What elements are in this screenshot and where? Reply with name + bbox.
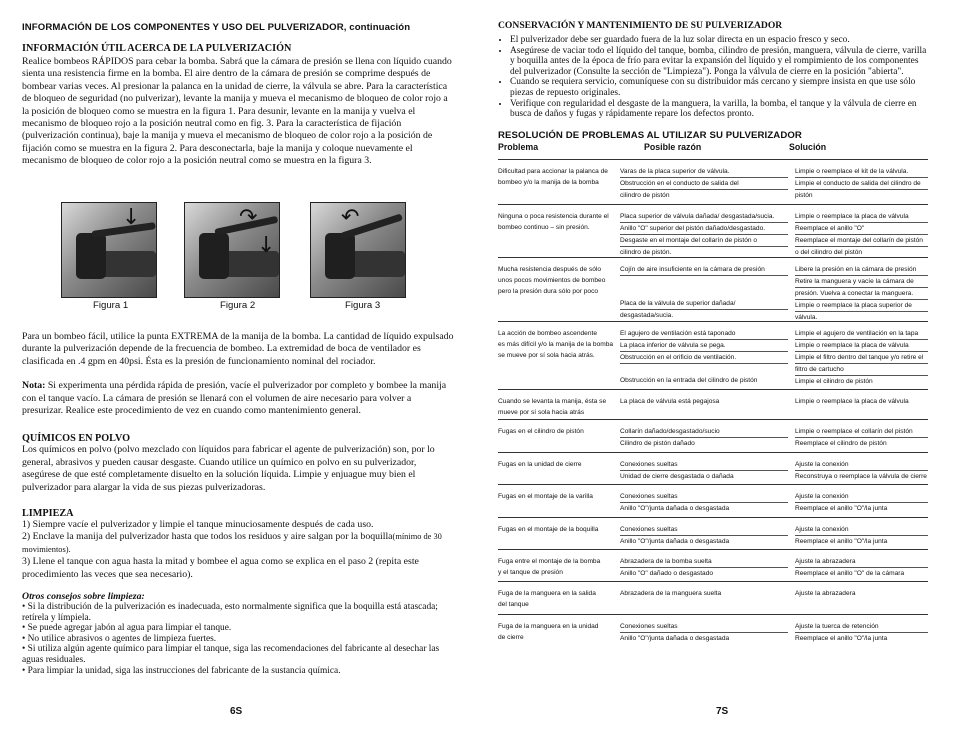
section-title-limpieza: LIMPIEZA [22,508,74,520]
conservacion-list [498,35,928,120]
problem-cell [498,211,614,233]
cell-line: Desgaste en el montaje del collarín de pistón o [620,235,788,247]
cell-line: Reemplace el montaje del collarín de pistón [795,235,928,247]
cause-cell [620,491,788,514]
solution-cell [795,524,928,547]
limpieza-step-3: 3) Llene el tanque con agua hasta la mitad y bombee el agua como se explica en el paso 2 (repita este procedimiento las veces que sea necesario). [22,556,419,580]
otros-consejos-title: Otros consejos sobre limpieza: [22,591,145,603]
table-row [498,484,928,516]
cell-line: Libere la presión en la cámara de presión [795,264,928,276]
cell-line: Limpie o reemplace el kit de la válvula. [795,166,928,178]
cell-line: Ajuste la conexión [795,524,928,536]
cell-line: o del cilindro del pistón [795,249,863,256]
cell-line: Fugas en la unidad de cierre [498,461,582,468]
cell-line: Limpie o reemplace la placa de válvula [795,398,909,405]
cell-line: Anillo "O" dañado o desgastado [620,570,714,577]
cell-line: Anillo "O" superior del pistón dañado/desgastado. [620,223,788,235]
figure-3-image: ↶ [310,202,406,298]
cell-line: Cuando se levanta la manija, ésta se [498,398,607,405]
cell-line: cilindro de pistón. [620,249,672,256]
cause-cell [620,166,788,201]
solution-cell [795,491,928,514]
cell-line: Reemplace el anillo "O" de la cámara [795,570,905,577]
problem-cell [498,328,614,361]
cause-cell [620,588,788,599]
cell-line: Reconstruya o reemplace la válvula de cierre [795,473,927,480]
cell-line: Unidad de cierre desgastada o dañada [620,473,734,480]
nota-text: Si experimenta una pérdida rápida de presión, vacíe el pulverizador por completo y bombee la manija con el tanque vacío. La cámara de presión se llenará con el volumen de aire necesario para volver a presurizar. Realice este procedimiento de vez en cuando como mantenimiento general. [22,380,447,417]
cell-line: filtro de cartucho [795,364,928,376]
limpieza-step-2-text: 2) Enclave la manija del pulverizador hasta que todos los residuos y aire salgan por la boquilla [22,531,393,543]
nota-paragraph [22,380,454,417]
page-number-right: 7S [716,706,729,717]
table-row [498,581,928,613]
nota-label: Nota: [22,380,46,392]
conservacion-item: • El pulverizador debe ser guardado fuera de la luz solar directa en un espacio fresco y seco. [510,35,928,46]
solution-cell [795,328,928,387]
cell-line: Placa superior de válvula dañada/ desgastada/sucia. [620,211,788,223]
figure-1-image: ↓ [61,202,157,298]
figure-2-image: ↷ ↓ [184,202,280,298]
conservacion-item: • Asegúrese de vaciar todo el líquido del tanque, bomba, cilindro de presión, manguera, válvula de cierre, varilla y boquilla antes de la época de frío para evitar la expansión del líquido y el rompimiento de los componentes del pulverizador (Consulte la sección de "Limpieza"). Ponga la válvula de cierre en la posición "abierta". [510,46,928,78]
cell-line: unos pocos movimientos de bombeo [498,277,606,284]
cell-line: del tanque [498,601,529,608]
cell-line: Limpie o reemplace la placa superior de [795,300,928,312]
cell-line: es más difícil y/o la manija de la bomba [498,341,614,348]
cell-line: Cojín de aire insuficiente en la cámara de presión [620,264,788,276]
cell-line: bombeo y/o la manija de la bomba [498,179,599,186]
cause-cell [620,426,788,449]
problem-cell [498,264,614,297]
limpieza-step-1: 1) Siempre vacíe el pulverizador y limpie el tanque minuciosamente después de cada uso. [22,519,374,531]
cell-line [620,364,788,375]
cell-line: Limpie el cilindro de pistón [795,378,873,385]
cell-line: Fugas en el cilindro de pistón [498,428,584,435]
quimicos-paragraph: Los químicos en polvo (polvo mezclado con líquidos para fabricar el agente de pulverización) son, por lo general, abrasivos y pueden causar desgaste. Cuando utilice un químico en polvo en su pulverizador, asegúrese de que esté completamente disuelto en la solución líquida. Limpie y enjuague muy bien el pulverizador para alargar la vida de sus piezas pulverizadoras. [22,444,435,493]
section-title-resolucion: RESOLUCIÓN DE PROBLEMAS AL UTILIZAR SU PULVERIZADOR [498,129,802,141]
cell-line: Reemplace el anillo "O" [795,223,928,235]
cell-line: de cierre [498,634,524,641]
cell-line: Collarín dañado/desgastado/sucio [620,426,788,438]
useful-info-paragraph: Realice bombeos RÁPIDOS para cebar la bomba. Sabrá que la cámara de presión se llena con líquido cuando sienta una resistencia firme en la bomba. El aire dentro de la cámara de presión se comprime después de bombear varias veces. Al presionar la palanca en la unidad de cierre, la válvula se abre. Para la característica de bloqueo de seguridad (no pulverizar), levante la manija y mueva el mecanismo de bloqueo de color rojo a la posición de bloqueo como se muestra en la figura 1. Para desunir, levante en la manija y vuelva el mecanismo de bloqueo rojo a la posición neutral como en fig. 3. Para la característica de fijación (pulverización continua), baje la manija y mueva el mecanismo de bloqueo de color rojo a la posición de fijación como se muestra en la figura 2. Para desconectarla, baje la manija y coloque nuevamente el mecanismo de bloqueo de color rojo a la posición neutral como se muestra en la figura 3. [22,56,452,167]
cell-line: Limpie o reemplace la placa de válvula [795,211,928,223]
tip-item: • Si utiliza algún agente químico para limpiar el tanque, siga las recomendaciones del fabricante al desechar las aguas residuales. [22,644,440,666]
cell-line [620,276,788,287]
cause-cell [620,396,788,407]
cell-line: válvula. [795,314,818,321]
solution-cell [795,426,928,449]
left-lower-content [22,331,454,676]
cause-cell [620,556,788,579]
cell-line: Obstrucción en el conducto de salida del [620,178,788,190]
pumping-paragraph: Para un bombeo fácil, utilice la punta EXTREMA de la manija de la bomba. La cantidad de líquido expulsado durante la pulverización depende de la frecuencia de bombeo. La extremidad de boca de ventilador es clasificada en .4 gpm en 40psi. Ésta es la presión de funcionamiento nominal del rociador. [22,331,454,367]
cell-line: y el tanque de presión [498,569,563,576]
cell-line: Placa de la válvula de superior dañada/ [620,298,788,310]
cell-line: mueve por sí sola hacia atrás [498,409,585,416]
solution-cell [795,166,928,201]
cell-line: Ninguna o poca resistencia durante el [498,213,609,220]
solution-cell [795,588,928,599]
table-row [498,419,928,451]
cell-line: Ajuste la tuerca de retención [795,621,928,633]
solution-cell [795,211,928,258]
cell-line: Ajuste la conexión [795,459,928,471]
section-title-conservacion: CONSERVACIÓN Y MANTENIMIENTO DE SU PULVERIZADOR [498,20,783,31]
cell-line: Limpie el filtro dentro del tanque y/o retire el [795,352,928,364]
cell-line: La placa de válvula está pegajosa [620,398,720,405]
cell-line: Limpie o reemplace la placa de válvula [795,340,928,352]
problem-cell [498,396,614,418]
problem-cell [498,588,614,610]
problem-cell [498,524,614,535]
cause-cell [620,524,788,547]
solution-cell [795,556,928,579]
table-row [498,321,928,388]
header-problema: Problema [498,142,539,152]
cell-line: Fugas en el montaje de la varilla [498,493,593,500]
page-number-left: 6S [230,706,243,717]
tip-item: • Si la distribución de la pulverización es inadecuada, esto normalmente significa que la boquilla está atascada; retírela y límpiela. [22,602,438,623]
cell-line: El agujero de ventilación está taponado [620,328,788,340]
table-row [498,257,928,320]
limpieza-step-2-note: (mínimo de 30 movimientos). [22,532,442,554]
cell-line: Abrazadera de la bomba suelta [620,556,788,568]
table-row [498,549,928,581]
cell-line: Limpie el agujero de ventilación en la tapa [795,328,928,340]
cell-line: Reemplace el anillo "O"/la junta [795,635,888,642]
cell-line: Retire la manguera y vacíe la cámara de [795,276,928,288]
cell-line: Obstrucción en el orificio de ventilación. [620,352,788,364]
cell-line: bombeo continuo – sin presión. [498,224,590,231]
cell-line: Reemplace el anillo "O"/la junta [795,505,888,512]
figure-3-caption: Figura 3 [345,300,381,311]
problem-cell [498,426,614,437]
solution-cell [795,396,928,407]
header-solucion: Solución [789,142,827,152]
cell-line: Dificultad para accionar la palanca de [498,168,608,175]
cell-line: pistón [795,192,813,199]
cell-line: Anillo "O"/junta dañada o desgastada [620,635,730,642]
cell-line: presión. Vuelva a conectar la manguera. [795,288,928,300]
problem-cell [498,556,614,578]
cell-line: Limpie el conducto de salida del cilindro de [795,178,928,190]
tip-item: • Para limpiar la unidad, siga las instrucciones del fabricante de la sustancia química. [22,665,341,676]
cell-line: Conexiones sueltas [620,524,788,536]
cell-line: La acción de bombeo ascendente [498,330,597,337]
tip-item: • No utilice abrasivos o agentes de limpieza fuertes. [22,633,217,644]
cell-line: Cilindro de pistón dañado [620,440,695,447]
troubleshooting-table-header [498,142,928,156]
cause-cell [620,621,788,644]
table-row [498,204,928,257]
cell-line: Ajuste la abrazadera [795,590,856,597]
cause-cell [620,328,788,386]
table-row [498,389,928,418]
cell-line: Conexiones sueltas [620,459,788,471]
table-row [498,614,928,648]
cause-cell [620,211,788,258]
cell-line: Ajuste la abrazadera [795,556,928,568]
cause-cell [620,264,788,321]
cause-cell [620,459,788,482]
cell-line: Reemplace el cilindro de pistón [795,440,887,447]
cell-line: Anillo "O"/junta dañada o desgastada [620,505,730,512]
table-row [498,159,928,204]
solution-cell [795,459,928,482]
cell-line: Reemplace el anillo "O"/la junta [795,538,888,545]
solution-cell [795,264,928,323]
cell-line: pero la presión dura sólo por poco [498,288,599,295]
cell-line: Limpie o reemplace el collarín del pistón [795,426,928,438]
header-posible-razon: Posible razón [644,142,702,152]
otros-consejos-list [22,602,454,676]
cell-line: Varas de la placa superior de válvula. [620,166,788,178]
cell-line: Obstrucción en la entrada del cilindro de pistón [620,377,758,384]
section-title-useful-info: INFORMACIÓN ÚTIL ACERCA DE LA PULVERIZACIÓN [22,43,292,54]
table-row [498,517,928,549]
problem-cell [498,459,614,470]
conservacion-item: • Cuando se requiera servicio, comuníquese con su distribuidor más cercano y siempre insista en que use sólo piezas de repuesto originales. [510,77,928,98]
solution-cell [795,621,928,644]
problem-cell [498,166,614,188]
cell-line: Fugas en el montaje de la boquilla [498,526,599,533]
conservacion-item: • Verifique con regularidad el desgaste de la manguera, la varilla, la bomba, el tanque y la válvula de cierre en busca de daños y fugas y rápidamente repare los defectos pronto. [510,99,928,120]
cell-line: La placa inferior de válvula se pega. [620,340,788,352]
cell-line: desgastada/sucia. [620,312,674,319]
table-row [498,452,928,484]
cell-line: Conexiones sueltas [620,621,788,633]
figure-1-caption: Figura 1 [93,300,129,311]
cell-line: Ajuste la conexión [795,491,928,503]
left-header: INFORMACIÓN DE LOS COMPONENTES Y USO DEL PULVERIZADOR, continuación [22,22,411,33]
left-page [22,22,454,168]
cell-line [620,287,788,298]
problem-cell [498,491,614,502]
right-page [498,20,928,141]
cell-line: cilindro de pistón [620,192,670,199]
cell-line: Abrazadera de la manguera suelta [620,590,722,597]
cell-line: Conexiones sueltas [620,491,788,503]
cell-line: Fuga de la manguera en la unidad [498,623,599,630]
figure-2-caption: Figura 2 [220,300,256,311]
cell-line: Mucha resistencia después de sólo [498,266,601,273]
cell-line: se mueve por sí sola hacia atrás. [498,352,595,359]
tip-item: • Se puede agregar jabón al agua para limpiar el tanque. [22,623,232,634]
cell-line: Anillo "O"/junta dañada o desgastada [620,538,730,545]
limpieza-step-2 [22,531,454,556]
cell-line: Fuga entre el montaje de la bomba [498,558,601,565]
cell-line: Fuga de la manguera en la salida [498,590,596,597]
troubleshooting-table [498,157,928,647]
problem-cell [498,621,614,643]
section-title-quimicos: QUÍMICOS EN POLVO [22,433,131,445]
